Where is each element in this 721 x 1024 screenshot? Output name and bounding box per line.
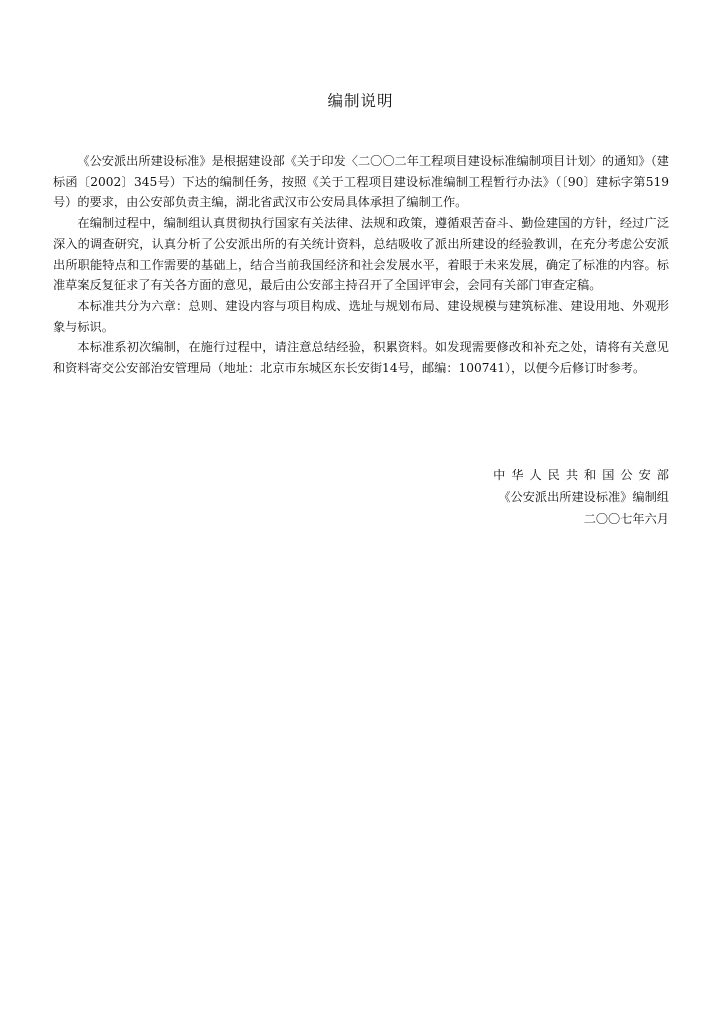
paragraph-4: 本标准系初次编制，在施行过程中，请注意总结经验，积累资料。如发现需要修改和补充之处，请将有关意见和资料寄交公安部治安管理局（地址：北京市东城区东长安街14号，邮编：100741），以便今后修订时参考。	[53, 340, 669, 376]
document-title: 编制说明	[327, 92, 394, 110]
signature-date: 二〇〇七年六月	[583, 512, 669, 526]
signature-group: 《公安派出所建设标准》编制组	[498, 490, 669, 504]
paragraph-2: 在编制过程中，编制组认真贯彻执行国家有关法律、法规和政策，遵循艰苦奋斗、勤俭建国的方针，经过广泛深入的调查研究，认真分析了公安派出所的有关统计资料，总结吸收了派出所建设的经验教训，在充分考虑公安派出所职能特点和工作需要的基础上，结合当前我国经济和社会发展水平，着眼于未来发展，确定了标准的内容。标准草案反复征求了有关各方面的意见，最后由公安部主持召开了全国评审会，会同有关部门审查定稿。	[53, 216, 669, 293]
document-body	[53, 151, 669, 379]
signature-block	[493, 464, 675, 530]
signature-organization: 中华人民共和国公安部	[493, 468, 675, 482]
paragraph-3: 本标准共分为六章：总则、建设内容与项目构成、选址与规划布局、建设规模与建筑标准、建设用地、外观形象与标识。	[53, 298, 669, 334]
paragraph-1: 《公安派出所建设标准》是根据建设部《关于印发〈二〇〇二年工程项目建设标准编制项目计划〉的通知》（建标函〔2002〕345号）下达的编制任务，按照《关于工程项目建设标准编制工程暂行办法》（〔90〕建标字第519号）的要求，由公安部负责主编，湖北省武汉市公安局具体承担了编制工作。	[53, 154, 669, 210]
